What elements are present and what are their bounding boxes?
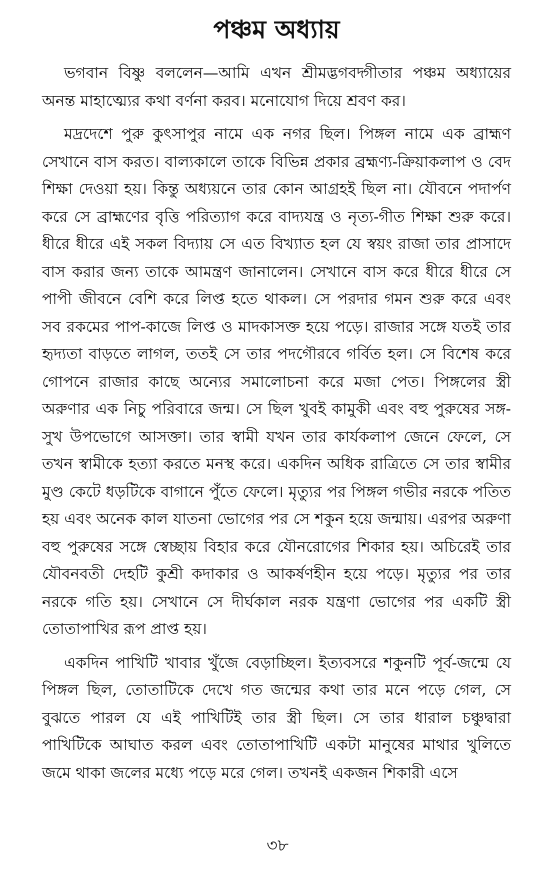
paragraph-story: মদ্রদেশে পুরু কুৎসাপুর নামে এক নগর ছিল। পিঙ্গল নামে এক ব্রাহ্মণ সেখানে বাস করত। বাল্যকালে তাকে বিভিন্ন প্রকার ব্রহ্মণ্য-ক্রিয়াকলাপ ও বেদ শিক্ষা দেওয়া হয়। কিন্তু অধ্যয়নে তার কোন আগ্রহই ছিল না। যৌবনে পদার্পণ করে সে ব্রাহ্মণের বৃত্তি পরিত্যাগ করে বাদ্যযন্ত্র ও নৃত্য-গীত শিক্ষা শুরু করে। ধীরে ধীরে এই সকল বিদ্যায় সে এত বিখ্যাত হল যে স্বয়ং রাজা তার প্রাসাদে বাস করার জন্য তাকে আমন্ত্রণ জানালেন। সেখানে বাস করে ধীরে ধীরে সে পাপী জীবনে বেশি করে লিপ্ত হতে থাকল। সে পরদার গমন শুরু করে এবং সব রকমের পাপ-কাজে লিপ্ত ও মাদকাসক্ত হয়ে পড়ে। রাজার সঙ্গে যতই তার হৃদ্যতা বাড়তে লাগল, ততই সে তার পদগৌরবে গর্বিত হল। সে বিশেষ করে গোপনে রাজার কাছে অন্যের সমালোচনা করে মজা পেত। পিঙ্গলের স্ত্রী অরুণার এক নিচু পরিবারে জন্ম। সে ছিল খুবই কামুকী এবং বহু পুরুষের সঙ্গ-সুখ উপভোগে আসক্তা। তার স্বামী যখন তার কার্যকলাপ জেনে ফেলে, সে তখন স্বামীকে হত্যা করতে মনস্থ করে। একদিন অধিক রাত্রিতে সে তার স্বামীর মুণ্ড কেটে ধড়টিকে বাগানে পুঁতে ফেলে। মৃত্যুর পর পিঙ্গল গভীর নরকে পতিত হয় এবং অনেক কাল যাতনা ভোগের পর সে শকুন হয়ে জন্মায়। এরপর অরুণা বহু পুরুষের সঙ্গে স্বেচ্ছায় বিহার করে যৌনরোগের শিকার হয়। অচিরেই তার যৌবনবতী দেহটি কুশ্রী কদাকার ও আকর্ষণহীন হয়ে পড়ে। মৃত্যুর পর তার নরকে গতি হয়। সেখানে সে দীর্ঘকাল নরক যন্ত্রণা ভোগের পর একটি স্ত্রী তোতাপাখির রূপ প্রাপ্ত হয়। [42, 125, 511, 638]
paragraph-intro: ভগবান বিষ্ণু বললেন—আমি এখন শ্রীমদ্ভগবদ্গীতার পঞ্চম অধ্যায়ের অনন্ত মাহাত্ম্যের কথা বর্ণনা করব। মনোযোগ দিয়ে শ্রবণ কর। [42, 64, 511, 110]
chapter-title: পঞ্চম অধ্যায় [213, 15, 340, 44]
page-number: ৩৮ [266, 836, 289, 856]
paragraph-bird: একদিন পাখিটি খাবার খুঁজে বেড়াচ্ছিল। ইত্যবসরে শকুনটি পূর্ব-জন্মে যে পিঙ্গল ছিল, তোতাটিকে দেখে গত জন্মের কথা তার মনে পড়ে গেল, সে বুঝতে পারল যে এই পাখিটিই তার স্ত্রী ছিল। সে তার ধারাল চঞ্চুদ্বারা পাখিটিকে আঘাত করল এবং তোতাপাখিটি একটা মানুষের মাথার খুলিতে জমে থাকা জলের মধ্যে পড়ে মরে গেল। তখনই একজন শিকারী এসে [42, 653, 511, 782]
